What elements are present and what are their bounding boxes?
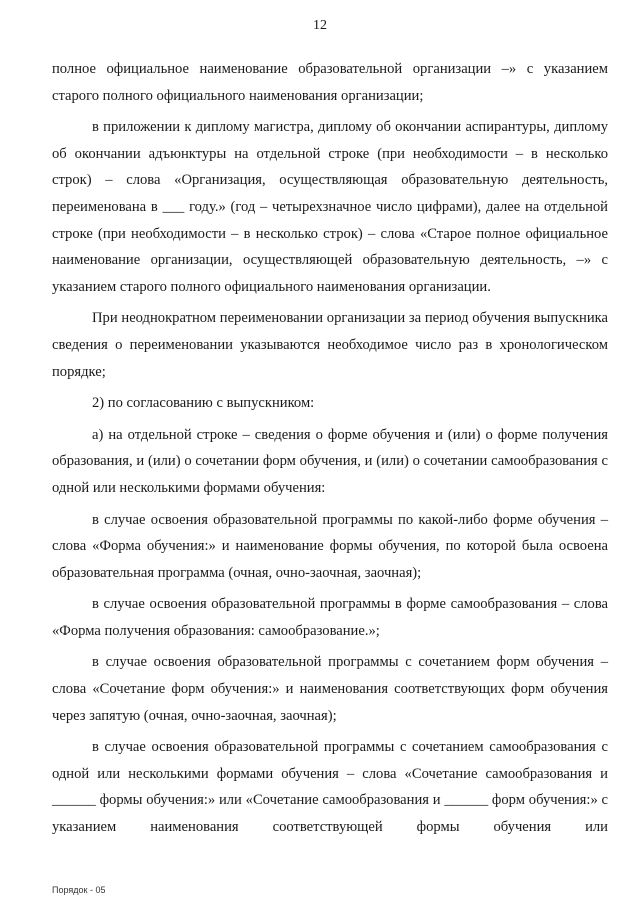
paragraph: При неоднократном переименовании организации за период обучения выпускника сведения о переименовании указываются необходимое число раз в хронологическом порядке;	[52, 310, 608, 380]
paragraph: в случае освоения образовательной программы в форме самообразования – слова «Форма получения образования: самообразование.»;	[52, 596, 608, 639]
paragraph: в случае освоения образовательной программы с сочетанием форм обучения – слова «Сочетание форм обучения:» и наименования соответствующих форм обучения через запятую (очная, очно-заочная, заочная);	[52, 654, 608, 724]
paragraph: в случае освоения образовательной программы с сочетанием самообразования с одной или несколькими формами обучения – слова «Сочетание самообразования и ______ формы обучения:» или «Сочетание самообразования и ______ форм обучения:» с указанием наименования соответствующей формы обучения или	[52, 739, 608, 836]
paragraph: в случае освоения образовательной программы по какой-либо форме обучения – слова «Форма обучения:» и наименование формы обучения, по которой была освоена образовательная программа (очная, очно-заочная, заочная);	[52, 511, 608, 581]
paragraph: а) на отдельной строке – сведения о форме обучения и (или) о форме получения образования, и (или) о сочетании форм обучения, и (или) о сочетании самообразования с одной или несколькими формами обучения:	[52, 426, 608, 496]
paragraph: в приложении к диплому магистра, диплому об окончании аспирантуры, диплому об окончании адъюнктуры на отдельной строке (при необходимости – в несколько строк) – слова «Организация, осуществляющая образовательную деятельность, переименована в ___ году.» (год – четырехзначное число цифрами), далее на отдельной строке (при необходимости – в несколько строк) – слова «Старое полное официальное наименование организации, осуществляющей образовательную деятельность, –» с указанием старого полного официального наименования организации.	[52, 119, 608, 295]
paragraph: 2) по согласованию с выпускником:	[92, 395, 315, 412]
footer-label: Порядок - 05	[52, 885, 106, 895]
document-body	[52, 56, 608, 841]
page-number: 12	[313, 18, 327, 33]
paragraph: полное официальное наименование образовательной организации –» с указанием старого полного официального наименования организации;	[52, 61, 608, 104]
